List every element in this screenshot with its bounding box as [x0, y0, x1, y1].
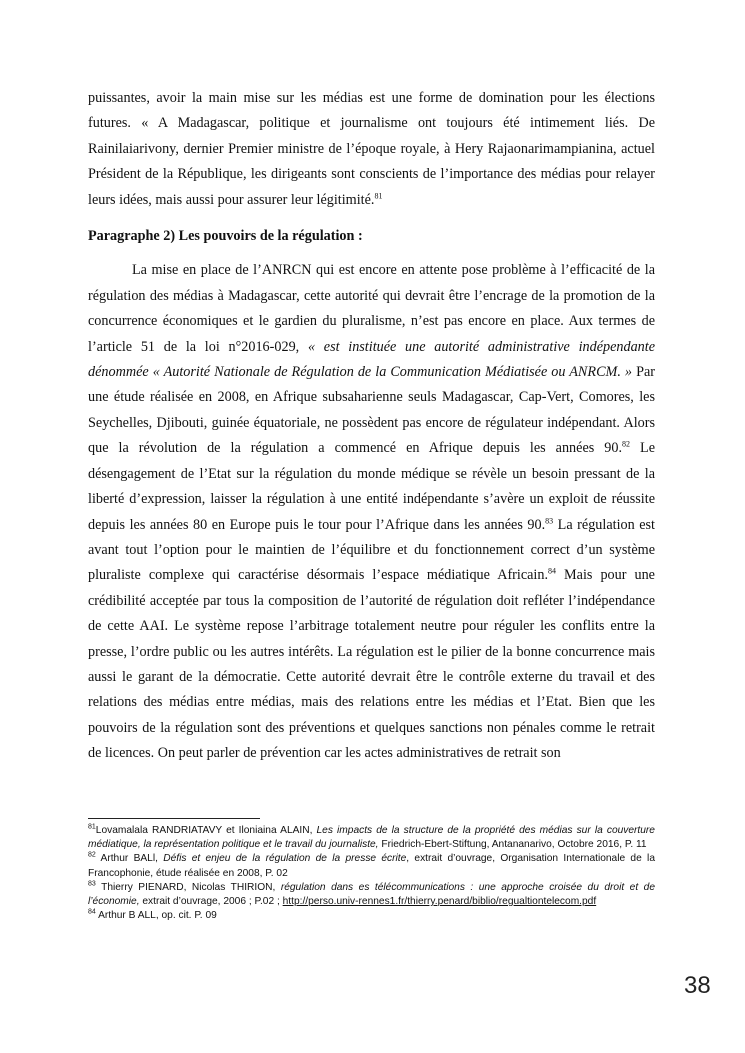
- footnote-ref-84[interactable]: 84: [548, 566, 557, 576]
- footnotes: [88, 824, 655, 923]
- paragraph-2-sentence-1: La mise en place de l’ANRCN qui est encore en attente pose problème à l’efficacité de la régulation des médias à Madagascar, cette autorité qui devrait être l’encrage de la promotion de la concurrence économiques et le gardien du pluralisme, n’est pas encore en place. Aux termes de l’article 51 de la loi n°2016-029,: [88, 262, 655, 355]
- paragraph-1: [88, 86, 655, 213]
- footnote-ref-81[interactable]: 81: [374, 190, 383, 200]
- paragraph-2-sentence-2: Par une étude réalisée en 2008, en Afrique subsaharienne seuls Madagascar, Cap-Vert, Comores, les Seychelles, Djibouti, guinée équatoriale, ne possèdent pas encore de régulateur indépendant. Alors que la révolution de la régulation a commencé en Afrique depuis les années 90.: [88, 364, 655, 457]
- law-quote: « est instituée une autorité administrative indépendante dénommée « Autorité Nationale de Régulation de la Communication Médiatisée ou ANRCM. »: [88, 338, 656, 381]
- footnote-title: régulation dans es télécommunications : une approche croisée du droit et de l’économie,: [88, 881, 655, 908]
- page-number: 38: [684, 972, 711, 999]
- paragraph-2: [88, 258, 655, 766]
- footnote-source: Friedrich-Ebert-Stiftung, Antananarivo, Octobre 2016, P. 11: [378, 839, 647, 851]
- footnote-source: extrait d’ouvrage, 2006 ; P.02 ;: [139, 896, 283, 908]
- footnote-ref-83[interactable]: 83: [545, 515, 554, 525]
- footnote-ref-82[interactable]: 82: [622, 439, 631, 449]
- footnote-title: Les impacts de la structure de la propriété des médias sur la couverture médiatique, la représentation politique et le travail du journaliste,: [88, 825, 655, 851]
- paragraph-2-sentence-3: Le désengagement de l’Etat sur la régulation du monde médique se révèle un besoin pressant de la liberté d’expression, laisser la régulation à une entité indépendante s’avère un exploit de réussite depuis les années 80 en Europe puis le tour pour l’Afrique dans les années 90.: [88, 440, 655, 533]
- footnote-number: 84: [88, 908, 96, 916]
- footnote-separator: [88, 818, 260, 819]
- footnote-author: Lovamalala RANDRIATAVY et Iloniaina ALAIN,: [95, 825, 317, 836]
- body-text: [88, 86, 655, 767]
- footnote-82: [88, 852, 655, 880]
- footnote-number: 82: [88, 852, 96, 860]
- footnote-title: Défis et enjeu de la régulation de la presse écrite: [163, 853, 407, 865]
- footnote-81: [88, 824, 655, 852]
- footnote-author: Thierry PIENARD, Nicolas THIRION,: [95, 881, 281, 893]
- footnote-author: Arthur BALl,: [95, 853, 164, 865]
- paragraph-2-sentence-5: Mais pour une crédibilité acceptée par tous la composition de l’autorité de régulation doit refléter l’indépendance de cette AAI. Le système repose l’arbitrage totalement neutre pour réguler les conflits entre la presse, l’ordre public ou les autres intérêts. La régulation est le pilier de la bonne concurrence mais aussi le garant de la démocratie. Cette autorité devrait être le contrôle externe du travail et des relations des médias entre médias, mais des relations entre les médias et l’Etat. Bien que les pouvoirs de la régulation sont des préventions et quelques sanctions non pénales comme le retrait de licences. On peut parler de prévention car les actes administratives de retrait son: [88, 567, 655, 762]
- footnote-link[interactable]: http://perso.univ-rennes1.fr/thierry.penard/biblio/regualtiontelecom.pdf: [282, 896, 597, 908]
- footnote-number: 83: [88, 880, 96, 888]
- paragraph-1-text: puissantes, avoir la main mise sur les médias est une forme de domination pour les élections futures. « A Madagascar, politique et journalisme ont toujours été intimement liés. De Rainilaiarivony, dernier Premier ministre de l’époque royale, à Hery Rajaonarimampianina, actuel Président de la République, les dirigeants sont conscients de l’importance des médias pour relayer leurs idées, mais aussi pour assurer leur légitimité.: [88, 90, 655, 208]
- footnote-number: 81: [88, 823, 96, 831]
- footnote-83: [88, 881, 655, 909]
- section-heading: Paragraphe 2) Les pouvoirs de la régulation :: [88, 228, 363, 245]
- paragraph-2-sentence-4: La régulation est avant tout l’option pour le maintien de l’équilibre et du fonctionnement correct d’un système pluraliste complexe qui caractérise désormais l’espace médiatique Africain.: [88, 516, 655, 584]
- footnote-text: Arthur B ALL, op. cit. P. 09: [95, 910, 217, 922]
- footnote-source: , extrait d’ouvrage, Organisation Internationale de la Francophonie, étude réalisée en 2008, P. 02: [88, 853, 655, 879]
- footnote-84: [88, 909, 655, 923]
